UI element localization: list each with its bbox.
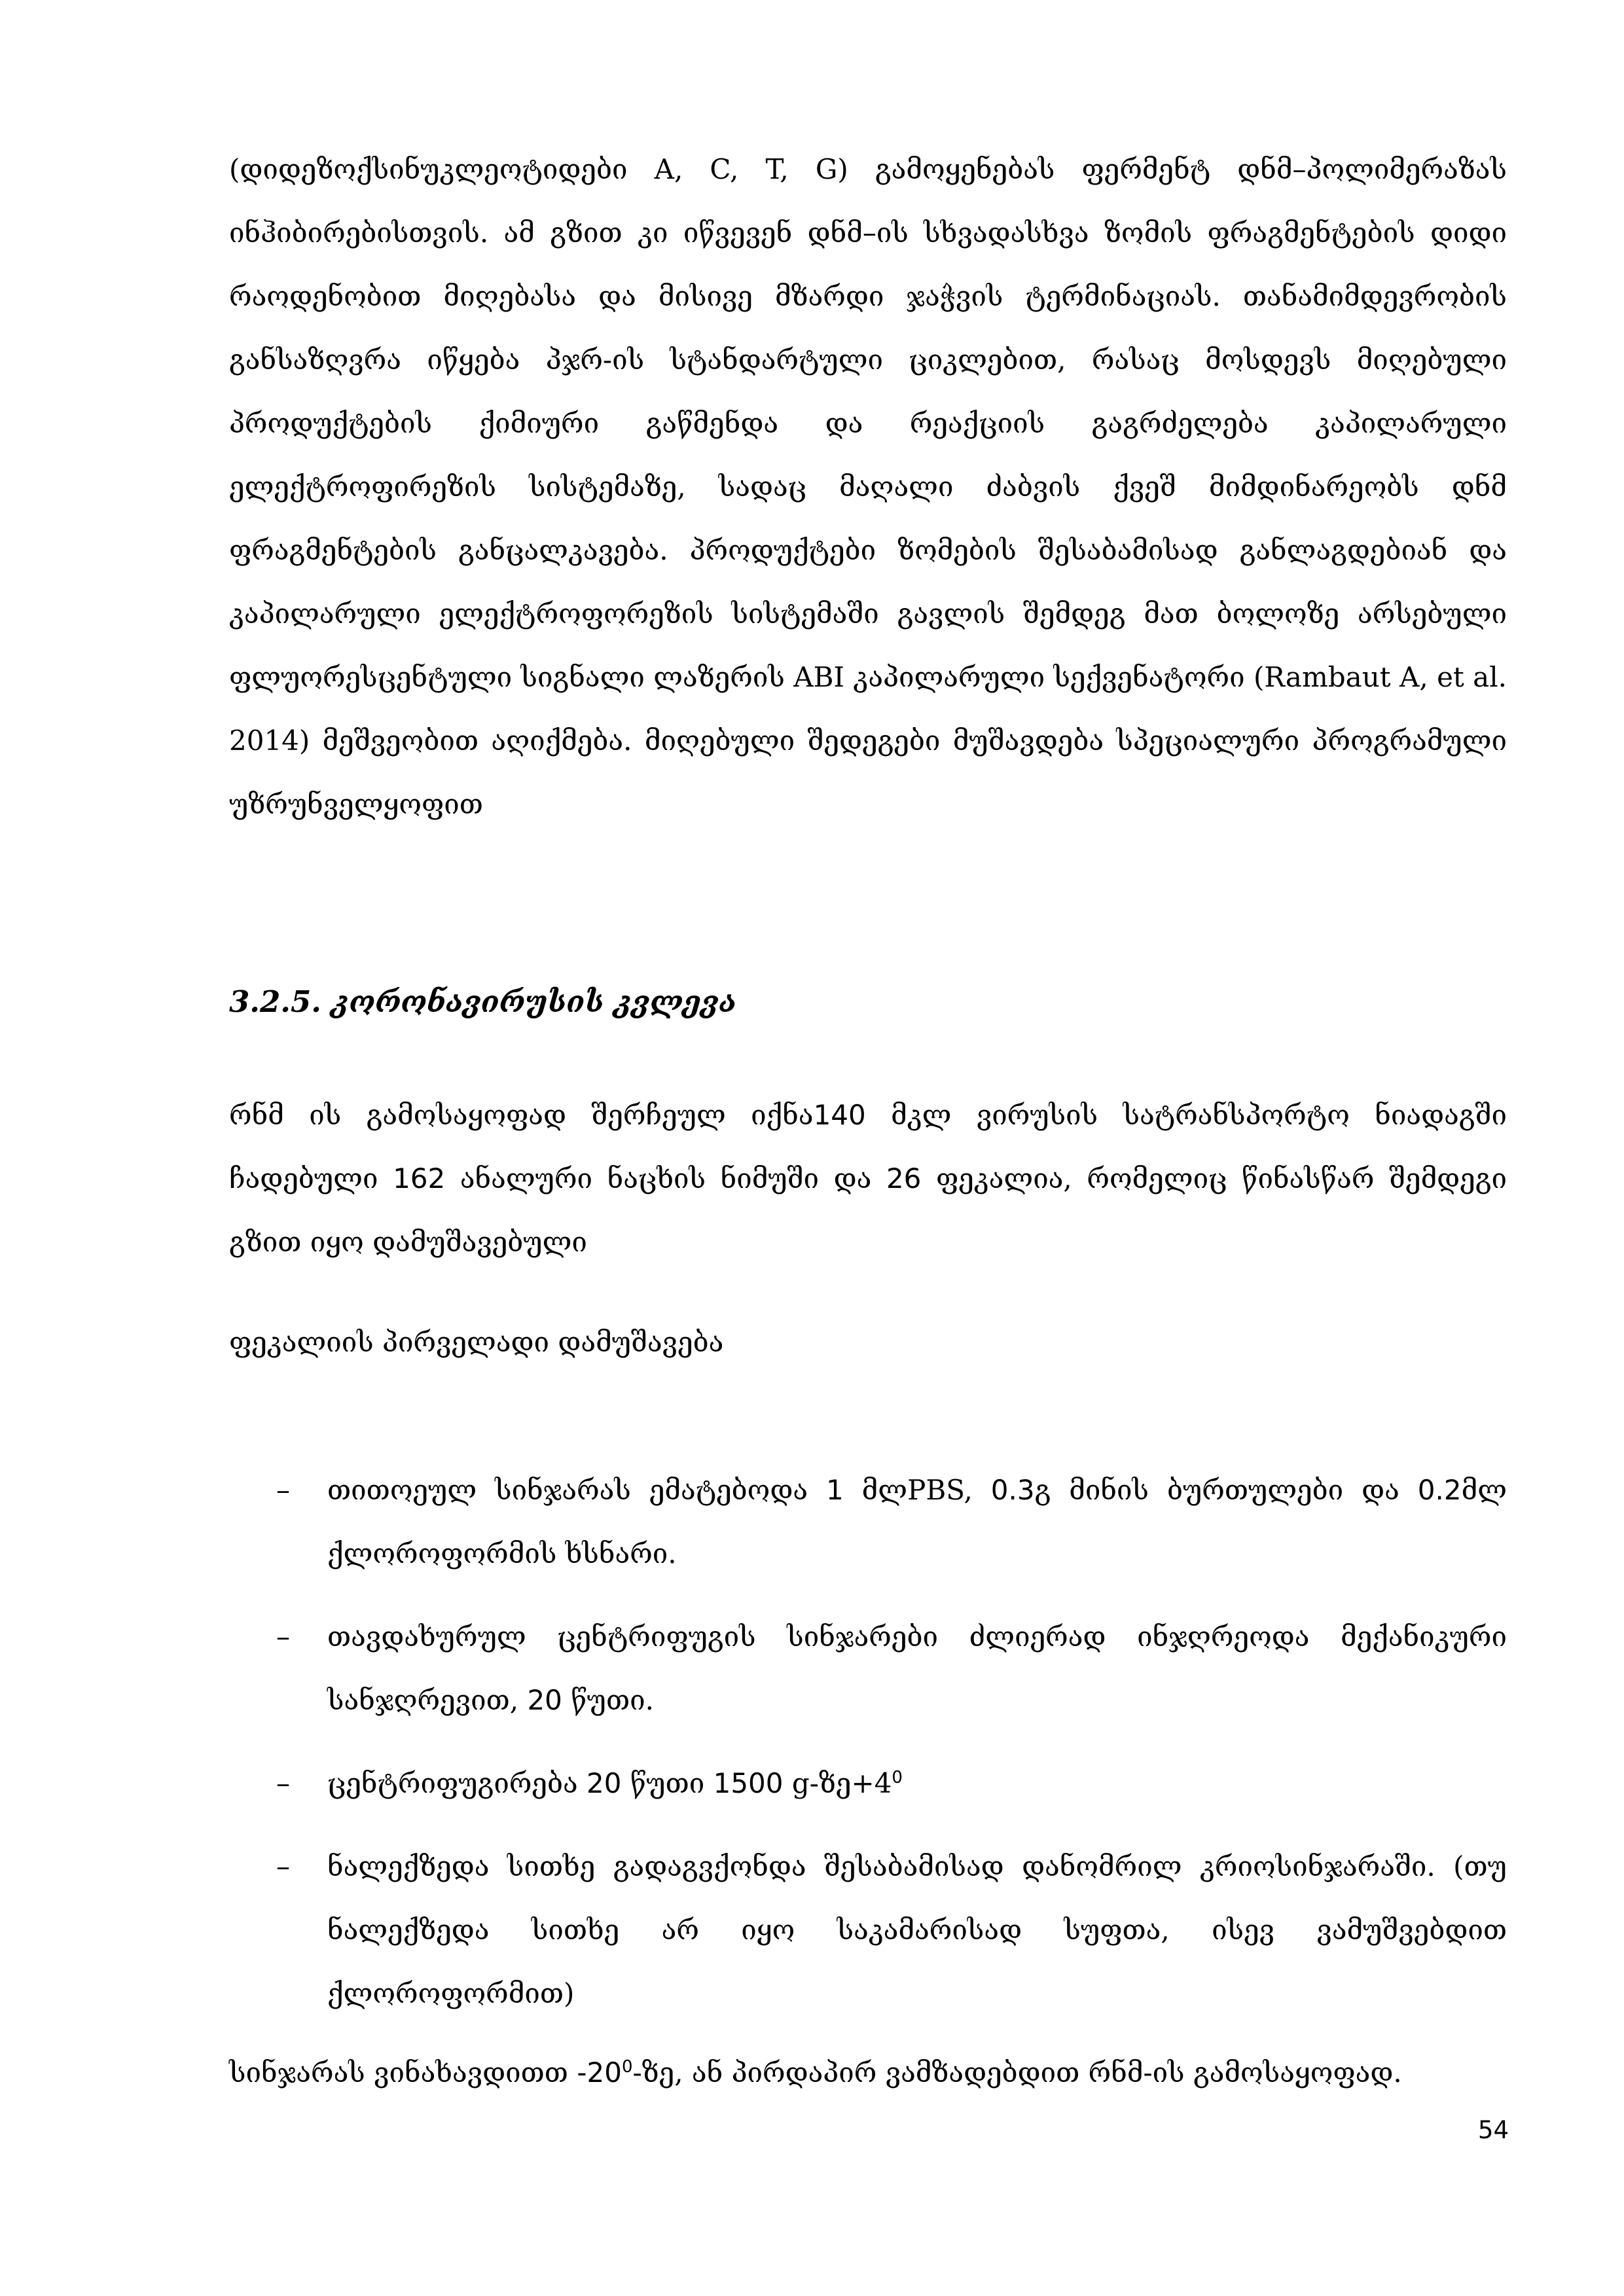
list-item xyxy=(229,1458,1507,1585)
number-run: 1 xyxy=(826,1474,844,1506)
number-run: 26 xyxy=(886,1162,922,1194)
text-run: გ მინის ბურთულები და xyxy=(1034,1474,1418,1506)
dash-bullet: – xyxy=(276,1850,290,1882)
text-run: თავდახურულ ცენტრიფუგის სინჯარები ძლიერად ინჯღრეოდა მექანიკური სანჯღრევით, xyxy=(327,1621,1507,1716)
number-run: 0.2 xyxy=(1417,1474,1462,1506)
paragraph-sequencing-method: (დიდეზოქსინუკლეოტიდები A, C, T, G) გამოყენებას ფერმენტ დნმ–პოლიმერაზას ინჰიბირებისთვის. ამ გზით კი იწვევენ დნმ–ის სხვადასხვა ზომის ფრაგმენტების დიდი რაოდენობით მიღებასა და მისივე მზარდი ჯაჭვის ტერმინაციას. თანამიმდევრობის განსაზღვრა იწყება პჯრ-ის სტანდარტული ციკლებით, რასაც მოსდევს მიღებული პროდუქტების ქიმიური გაწმენდა და რეაქციის გაგრძელება კაპილარული ელექტროფირეზის სისტემაზე, სადაც მაღალი ძაბვის ქვეშ მიმდინარეობს დნმ ფრაგმენტების განცალკავება. პროდუქტები ზომების შესაბამისად განლაგდებიან და კაპილარული ელექტროფორეზის სისტემაში გავლის შემდეგ მათ ბოლოზე არსებული ფლუორესცენტული სიგნალი ლაზერის ABI კაპილარული სექვენატორი (Rambaut A, et al. 2014) მეშვეობით აღიქმება. მიღებული შედეგები მუშავდება სპეციალური პროგრამული უზრუნველყოფით xyxy=(229,153,1507,820)
list-item xyxy=(229,1835,1507,2025)
superscript-degree: 0 xyxy=(621,2057,633,2077)
list-item xyxy=(229,1751,1507,1815)
text-run: PBS, xyxy=(907,1474,991,1506)
text-run: ანალური ნაცხის ნიმუში და xyxy=(445,1162,886,1194)
text-run: წუთი. xyxy=(562,1684,654,1716)
text-run: მკლ ვირუსის სატრანსპორტო ნიადაგში ჩადებული xyxy=(229,1099,1507,1194)
number-run: 20 xyxy=(586,1767,622,1799)
number-run: 140 xyxy=(813,1099,866,1131)
procedure-list xyxy=(229,1458,1507,2025)
dash-bullet: – xyxy=(276,1474,290,1506)
number-run: 1500 xyxy=(713,1767,784,1799)
dash-bullet: – xyxy=(276,1621,290,1653)
text-run: სინჯარას ვინახავდითთ xyxy=(229,2056,577,2089)
text-run: მლ ქლოროფორმის ხსნარი. xyxy=(327,1474,1507,1570)
section-heading-coronavirus-study: 3.2.5. კორონავირუსის კვლევა xyxy=(229,984,737,1019)
list-item xyxy=(229,1605,1507,1732)
text-run: მლ xyxy=(843,1474,908,1506)
dash-bullet: – xyxy=(276,1767,290,1799)
number-run: 162 xyxy=(393,1162,446,1194)
number-run: 20 xyxy=(527,1684,562,1716)
text-run: -ზე, ან პირდაპირ ვამზადებდით რნმ-ის გამოსაყოფად. xyxy=(632,2056,1402,2089)
text-run: ცენტრიფუგირება xyxy=(327,1767,587,1799)
number-run: 0.3 xyxy=(990,1474,1035,1506)
number-run: -20 xyxy=(577,2056,622,2089)
text-run: რნმ ის გამოსაყოფად შერჩეულ იქნა xyxy=(229,1099,814,1131)
paragraph-storage xyxy=(229,2041,1507,2104)
superscript-degree: 0 xyxy=(892,1768,903,1787)
text-run: თითოეულ სინჯარას ემატებოდა xyxy=(327,1474,826,1506)
paragraph-fecal-primary-processing: ფეკალიის პირველადი დამუშავება xyxy=(229,1326,724,1358)
paragraph-rna-samples xyxy=(229,1083,1507,1274)
text-run: წუთი xyxy=(621,1767,713,1799)
text-run: ნალექზედა სითხე გადაგვქონდა შესაბამისად დანომრილ კრიოსინჯარაში. (თუ ნალექზედა სითხე არ იყო საკამარისად სუფთა, ისევ ვამუშვებდით ქლოროფორმით) xyxy=(327,1850,1507,2009)
text-run: ფეკალია, რომელიც წინასწარ შემდეგი გზით იყო დამუშავებული xyxy=(229,1162,1507,1258)
text-run: g-ზე+4 xyxy=(783,1767,892,1799)
page-number: 54 xyxy=(1477,2116,1509,2144)
